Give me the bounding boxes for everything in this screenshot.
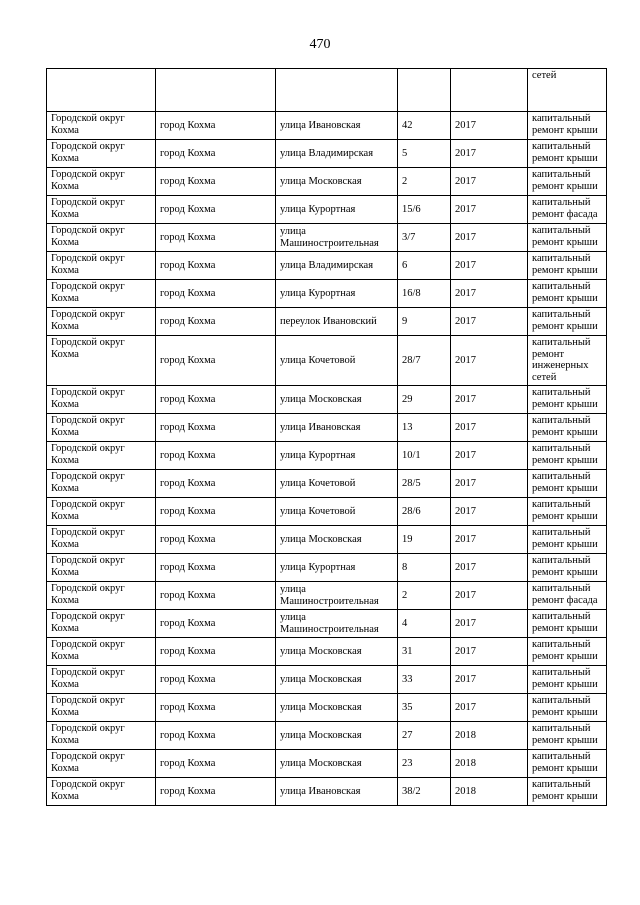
table-row: [47, 308, 607, 336]
cell-street: улица Курортная: [276, 196, 398, 224]
cell-work-type: капитальный ремонт крыши: [528, 386, 607, 414]
cell-municipality: Городской округ Кохма: [47, 694, 156, 722]
cell-year: 2017: [451, 638, 528, 666]
cell-municipality: Городской округ Кохма: [47, 526, 156, 554]
cell-settlement: город Кохма: [156, 308, 276, 336]
cell-municipality: Городской округ Кохма: [47, 470, 156, 498]
cell-settlement: город Кохма: [156, 554, 276, 582]
cell-work-type: капитальный ремонт крыши: [528, 442, 607, 470]
cell-house-number: 5: [398, 140, 451, 168]
cell-settlement: город Кохма: [156, 750, 276, 778]
table-row: [47, 582, 607, 610]
cell-municipality: Городской округ Кохма: [47, 224, 156, 252]
table-row: [47, 638, 607, 666]
cell-settlement: город Кохма: [156, 414, 276, 442]
cell-street: улица Машиностроительная: [276, 582, 398, 610]
cell-year: 2017: [451, 554, 528, 582]
cell-settlement: город Кохма: [156, 252, 276, 280]
table-row: [47, 778, 607, 806]
cell-street: переулок Ивановский: [276, 308, 398, 336]
cell-work-type: капитальный ремонт крыши: [528, 280, 607, 308]
cell-house-number: 27: [398, 722, 451, 750]
cell-street: улица Курортная: [276, 442, 398, 470]
table-row: [47, 750, 607, 778]
cell-street: улица Ивановская: [276, 112, 398, 140]
table-row: [47, 442, 607, 470]
cell-year: 2017: [451, 252, 528, 280]
table-row: [47, 666, 607, 694]
cell-municipality: Городской округ Кохма: [47, 140, 156, 168]
table-row: [47, 386, 607, 414]
cell-street: улица Московская: [276, 666, 398, 694]
cell-street: улица Московская: [276, 526, 398, 554]
cell-municipality: Городской округ Кохма: [47, 280, 156, 308]
table-row: [47, 336, 607, 386]
table-row: [47, 140, 607, 168]
cell-work-type: капитальный ремонт крыши: [528, 470, 607, 498]
cell-house-number: 35: [398, 694, 451, 722]
cell-house-number: 33: [398, 666, 451, 694]
cell-settlement: город Кохма: [156, 722, 276, 750]
cell-year: 2017: [451, 308, 528, 336]
cell-work-type: капитальный ремонт крыши: [528, 414, 607, 442]
cell-street: улица Машиностроительная: [276, 610, 398, 638]
table-row: [47, 722, 607, 750]
cell-street: улица Курортная: [276, 280, 398, 308]
cell-street: улица Московская: [276, 168, 398, 196]
cell-settlement: город Кохма: [156, 610, 276, 638]
table-row: [47, 252, 607, 280]
cell-settlement: город Кохма: [156, 498, 276, 526]
cell-settlement: город Кохма: [156, 470, 276, 498]
table-row: [47, 526, 607, 554]
cell-work-type: капитальный ремонт крыши: [528, 778, 607, 806]
housing-repair-table: [46, 68, 607, 806]
cell-year: 2017: [451, 140, 528, 168]
cell-house-number: 29: [398, 386, 451, 414]
cell-municipality: Городской округ Кохма: [47, 386, 156, 414]
cell-year: 2018: [451, 750, 528, 778]
cell-street: улица Московская: [276, 638, 398, 666]
cell-house-number: 19: [398, 526, 451, 554]
cell-house-number: 15/6: [398, 196, 451, 224]
cell-house-number: 13: [398, 414, 451, 442]
cell-municipality: Городской округ Кохма: [47, 442, 156, 470]
cell-year: 2017: [451, 694, 528, 722]
cell-year: 2017: [451, 112, 528, 140]
cell-municipality: Городской округ Кохма: [47, 168, 156, 196]
cell-municipality: Городской округ Кохма: [47, 554, 156, 582]
cell-year: 2017: [451, 414, 528, 442]
cell-settlement: город Кохма: [156, 386, 276, 414]
cell-work-type: сетей: [528, 69, 607, 112]
cell-street: улица Московская: [276, 386, 398, 414]
cell-municipality: Городской округ Кохма: [47, 308, 156, 336]
cell-year: 2017: [451, 224, 528, 252]
cell-year: 2017: [451, 470, 528, 498]
cell-municipality: Городской округ Кохма: [47, 638, 156, 666]
table-row: [47, 224, 607, 252]
cell-street: улица Московская: [276, 694, 398, 722]
cell-year: 2018: [451, 722, 528, 750]
table-row: [47, 168, 607, 196]
cell-work-type: капитальный ремонт крыши: [528, 252, 607, 280]
cell-house-number: 6: [398, 252, 451, 280]
cell-street: улица Ивановская: [276, 778, 398, 806]
cell-work-type: капитальный ремонт крыши: [528, 750, 607, 778]
table-row: [47, 414, 607, 442]
table-row: [47, 196, 607, 224]
cell-work-type: капитальный ремонт крыши: [528, 224, 607, 252]
cell-settlement: [156, 69, 276, 112]
cell-house-number: 2: [398, 582, 451, 610]
page-number: 470: [309, 37, 331, 52]
cell-municipality: Городской округ Кохма: [47, 414, 156, 442]
table-row: [47, 694, 607, 722]
cell-year: 2017: [451, 336, 528, 386]
cell-work-type: капитальный ремонт крыши: [528, 112, 607, 140]
cell-municipality: Городской округ Кохма: [47, 610, 156, 638]
cell-house-number: 31: [398, 638, 451, 666]
cell-house-number: 9: [398, 308, 451, 336]
cell-house-number: 10/1: [398, 442, 451, 470]
cell-year: 2017: [451, 280, 528, 308]
cell-settlement: город Кохма: [156, 224, 276, 252]
cell-house-number: 28/7: [398, 336, 451, 386]
cell-house-number: 8: [398, 554, 451, 582]
cell-street: улица Кочетовой: [276, 498, 398, 526]
cell-settlement: город Кохма: [156, 280, 276, 308]
cell-street: улица Ивановская: [276, 414, 398, 442]
cell-work-type: капитальный ремонт инженерных сетей: [528, 336, 607, 386]
cell-settlement: город Кохма: [156, 112, 276, 140]
cell-house-number: 4: [398, 610, 451, 638]
cell-settlement: город Кохма: [156, 694, 276, 722]
cell-work-type: капитальный ремонт крыши: [528, 610, 607, 638]
cell-municipality: Городской округ Кохма: [47, 112, 156, 140]
cell-work-type: капитальный ремонт фасада: [528, 582, 607, 610]
cell-work-type: капитальный ремонт крыши: [528, 308, 607, 336]
cell-work-type: капитальный ремонт крыши: [528, 666, 607, 694]
cell-work-type: капитальный ремонт фасада: [528, 196, 607, 224]
cell-work-type: капитальный ремонт крыши: [528, 498, 607, 526]
cell-settlement: город Кохма: [156, 196, 276, 224]
cell-street: улица Владимирская: [276, 140, 398, 168]
cell-work-type: капитальный ремонт крыши: [528, 140, 607, 168]
cell-house-number: 2: [398, 168, 451, 196]
cell-house-number: 38/2: [398, 778, 451, 806]
cell-year: 2017: [451, 498, 528, 526]
cell-year: 2017: [451, 666, 528, 694]
cell-street: улица Машиностроительная: [276, 224, 398, 252]
table-row-continuation: [47, 69, 607, 112]
cell-street: улица Московская: [276, 750, 398, 778]
cell-street: [276, 69, 398, 112]
cell-settlement: город Кохма: [156, 526, 276, 554]
cell-house-number: 42: [398, 112, 451, 140]
table-row: [47, 498, 607, 526]
table-row: [47, 280, 607, 308]
cell-year: 2017: [451, 442, 528, 470]
cell-work-type: капитальный ремонт крыши: [528, 694, 607, 722]
table-row: [47, 470, 607, 498]
cell-settlement: город Кохма: [156, 666, 276, 694]
cell-municipality: Городской округ Кохма: [47, 336, 156, 386]
table-row: [47, 554, 607, 582]
cell-street: улица Курортная: [276, 554, 398, 582]
cell-work-type: капитальный ремонт крыши: [528, 722, 607, 750]
cell-work-type: капитальный ремонт крыши: [528, 168, 607, 196]
cell-municipality: Городской округ Кохма: [47, 582, 156, 610]
cell-year: 2017: [451, 196, 528, 224]
cell-street: улица Московская: [276, 722, 398, 750]
cell-municipality: Городской округ Кохма: [47, 196, 156, 224]
cell-year: [451, 69, 528, 112]
cell-house-number: 23: [398, 750, 451, 778]
cell-work-type: капитальный ремонт крыши: [528, 638, 607, 666]
cell-municipality: Городской округ Кохма: [47, 722, 156, 750]
cell-settlement: город Кохма: [156, 638, 276, 666]
cell-year: 2017: [451, 526, 528, 554]
cell-house-number: [398, 69, 451, 112]
cell-settlement: город Кохма: [156, 442, 276, 470]
cell-municipality: Городской округ Кохма: [47, 778, 156, 806]
cell-settlement: город Кохма: [156, 778, 276, 806]
cell-settlement: город Кохма: [156, 582, 276, 610]
cell-year: 2017: [451, 168, 528, 196]
cell-municipality: Городской округ Кохма: [47, 750, 156, 778]
cell-year: 2017: [451, 582, 528, 610]
cell-settlement: город Кохма: [156, 168, 276, 196]
cell-municipality: Городской округ Кохма: [47, 252, 156, 280]
cell-municipality: Городской округ Кохма: [47, 498, 156, 526]
cell-street: улица Владимирская: [276, 252, 398, 280]
cell-work-type: капитальный ремонт крыши: [528, 526, 607, 554]
cell-settlement: город Кохма: [156, 140, 276, 168]
cell-house-number: 28/6: [398, 498, 451, 526]
cell-house-number: 28/5: [398, 470, 451, 498]
cell-street: улица Кочетовой: [276, 336, 398, 386]
cell-house-number: 3/7: [398, 224, 451, 252]
cell-municipality: [47, 69, 156, 112]
cell-year: 2017: [451, 610, 528, 638]
table-body: [47, 69, 607, 806]
cell-year: 2018: [451, 778, 528, 806]
cell-work-type: капитальный ремонт крыши: [528, 554, 607, 582]
cell-municipality: Городской округ Кохма: [47, 666, 156, 694]
cell-street: улица Кочетовой: [276, 470, 398, 498]
table-row: [47, 610, 607, 638]
cell-year: 2017: [451, 386, 528, 414]
cell-house-number: 16/8: [398, 280, 451, 308]
table-row: [47, 112, 607, 140]
cell-settlement: город Кохма: [156, 336, 276, 386]
